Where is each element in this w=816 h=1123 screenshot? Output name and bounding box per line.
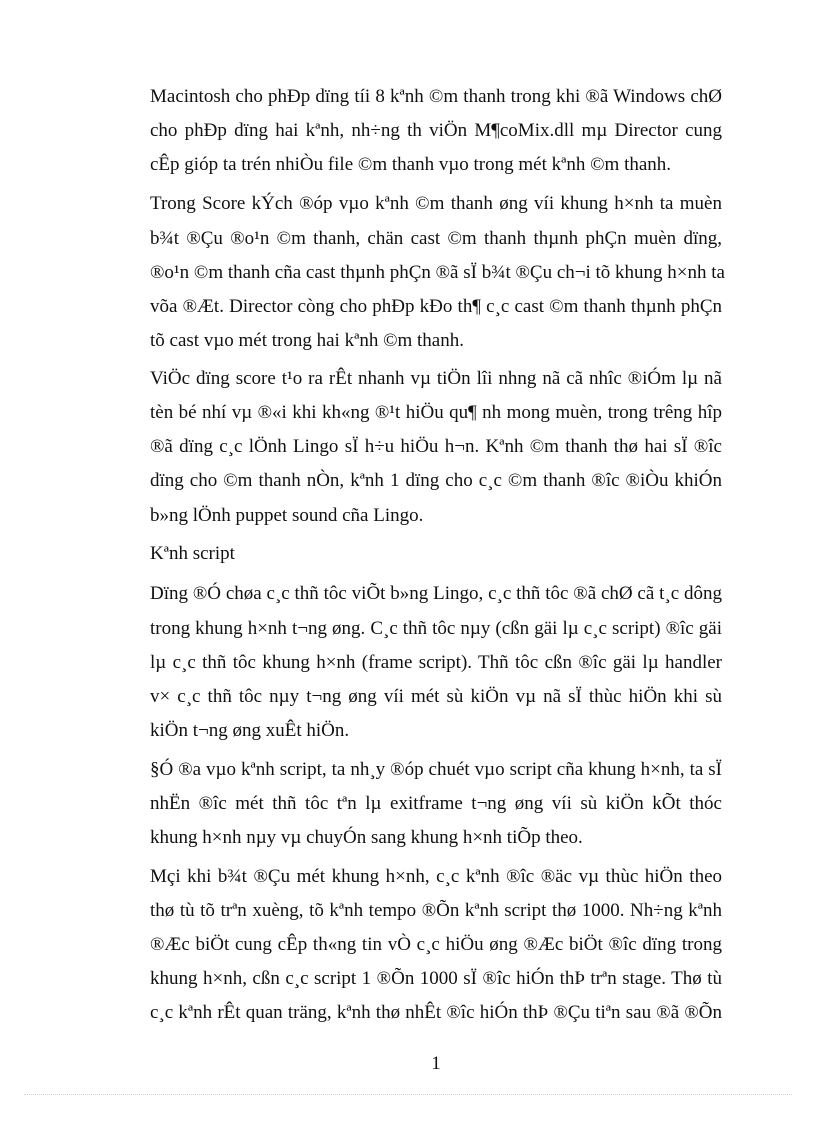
text-line-18: v× c¸c thñ tôc nµy t¬ng øng víi mét sù kiÖn vµ nã sÏ thùc hiÖn khi sù <box>150 686 722 707</box>
text-line-9: ViÖc dïng score t¹o ra rÊt nhanh vµ tiÖn lîi nhng nã cã nhîc ®iÓm lµ nã <box>150 368 722 389</box>
text-line-21: nhËn ®îc mét thñ tôc tªn lµ exitframe t¬ng øng víi sù kiÖn kÕt thóc <box>150 793 722 814</box>
text-line-2: cho phÐp dïng hai kªnh, nh÷ng th viÖn M¶coMix.dll mµ Director cung <box>150 120 722 141</box>
text-line-7: võa ®Æt. Director còng cho phÐp kÐo th¶ c¸c cast ©m thanh thµnh phÇn <box>150 296 722 317</box>
text-line-17: lµ c¸c thñ tôc khung h×nh (frame script). Thñ tôc cßn ®îc gäi lµ handler <box>150 652 722 673</box>
text-line-4: Trong Score kÝch ®óp vµo kªnh ©m thanh øng víi khung h×nh ta muèn <box>150 193 722 214</box>
text-line-6: ®o¹n ©m thanh cña cast thµnh phÇn ®ã sÏ b¾t ®Çu ch¬i tõ khung h×nh ta <box>150 262 725 283</box>
text-line-24: thø tù tõ trªn xuèng, tõ kªnh tempo ®Õn kªnh script thø 1000. Nh÷ng kªnh <box>150 900 722 921</box>
text-line-26: khung h×nh, cßn c¸c script 1 ®Õn 1000 sÏ ®îc hiÓn thÞ trªn stage. Thø tù <box>150 968 722 989</box>
text-line-22: khung h×nh nµy vµ chuyÓn sang khung h×nh tiÕp theo. <box>150 827 583 848</box>
text-line-13: b»ng lÖnh puppet sound cña Lingo. <box>150 505 424 526</box>
text-line-19: kiÖn t¬ng øng xuÊt hiÖn. <box>150 720 350 741</box>
text-line-16: trong khung h×nh t¬ng øng. C¸c thñ tôc nµy (cßn gäi lµ c¸c script) ®îc gäi <box>150 618 722 639</box>
text-line-3: cÊp gióp ta trén nhiÒu file ©m thanh vµo trong mét kªnh ©m thanh. <box>150 154 672 175</box>
text-line-8: tõ cast vµo mét trong hai kªnh ©m thanh. <box>150 330 464 351</box>
text-line-10: tèn bé nhí vµ ®«i khi kh«ng ®¹t hiÖu qu¶ nh mong muèn, trong trêng hîp <box>150 402 722 423</box>
section-heading: Kªnh script <box>150 543 235 564</box>
text-line-25: ®Æc biÖt cung cÊp th«ng tin vÒ c¸c hiÖu øng ®Æc biÖt ®îc dïng trong <box>150 934 722 955</box>
text-line-5: b¾t ®Çu ®o¹n ©m thanh, chän cast ©m thanh thµnh phÇn muèn dïng, <box>150 228 722 249</box>
text-line-1: Macintosh cho phÐp dïng tíi 8 kªnh ©m thanh trong khi ®ã Windows chØ <box>150 86 722 107</box>
text-line-20: §Ó ®a vµo kªnh script, ta nh¸y ®óp chuét vµo script cña khung h×nh, ta sÏ <box>150 759 722 780</box>
text-line-12: dïng cho ©m thanh nÒn, kªnh 1 dïng cho c¸c ©m thanh ®îc ®iÒu khiÓn <box>150 470 722 491</box>
text-line-23: Mçi khi b¾t ®Çu mét khung h×nh, c¸c kªnh ®îc ®äc vµ thùc hiÖn theo <box>150 866 722 887</box>
page-number: 1 <box>431 1053 441 1074</box>
page-bottom-divider <box>24 1094 792 1095</box>
text-line-27: c¸c kªnh rÊt quan träng, kªnh thø nhÊt ®îc hiÓn thÞ ®Çu tiªn sau ®ã ®Õn <box>150 1002 722 1023</box>
text-line-11: ®ã dïng c¸c lÖnh Lingo sÏ h÷u hiÖu h¬n. Kªnh ©m thanh thø hai sÏ ®îc <box>150 436 722 457</box>
text-line-15: Dïng ®Ó chøa c¸c thñ tôc viÕt b»ng Lingo, c¸c thñ tôc ®ã chØ cã t¸c dông <box>150 583 722 604</box>
